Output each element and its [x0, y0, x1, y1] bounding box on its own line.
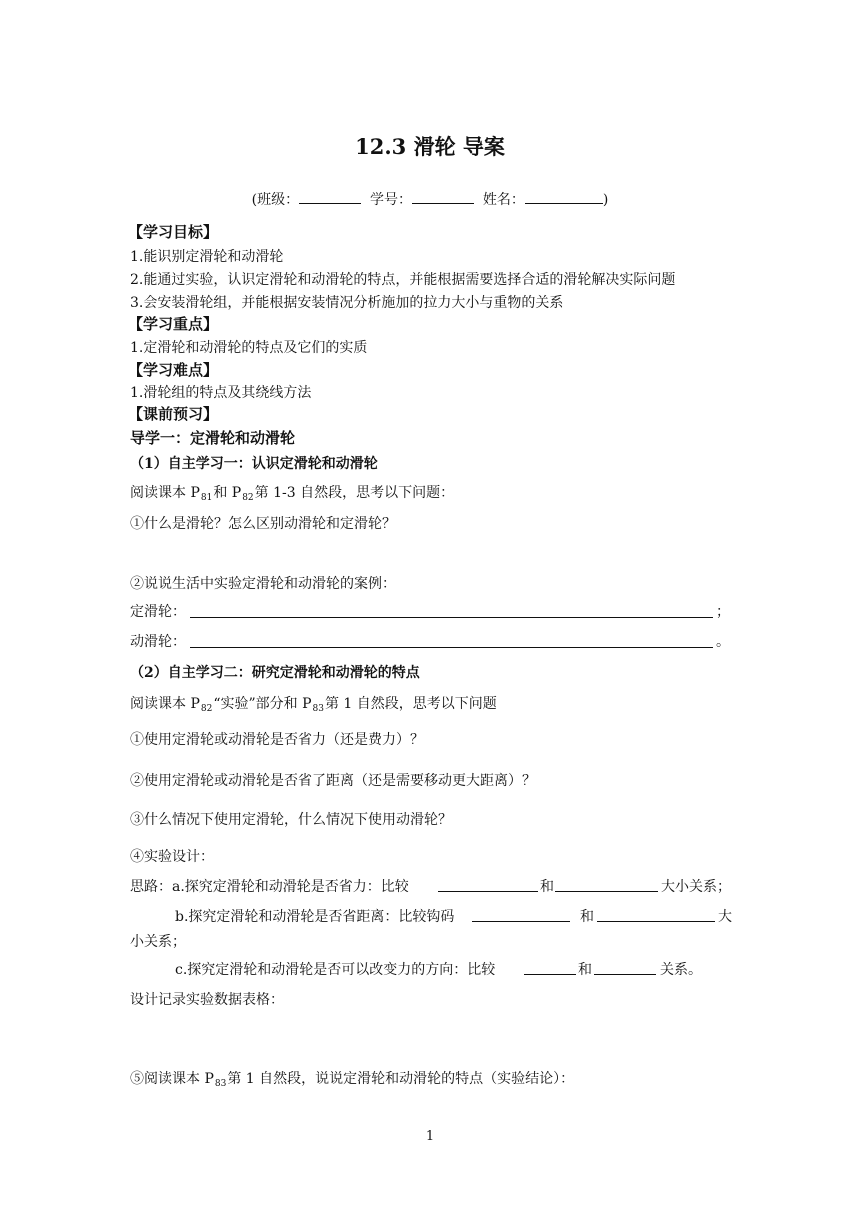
idea-b-end: 小关系； [130, 934, 186, 950]
info-open: (班级： [251, 192, 300, 208]
info-close: ) [602, 192, 609, 208]
fixed-pulley-label: 定滑轮： [130, 604, 186, 620]
fixed-pulley-answer-line[interactable] [190, 617, 713, 618]
difficulty-item: 1.滑轮组的特点及其绕线方法 [130, 385, 312, 401]
reading-text: 阅读课本 P [130, 696, 200, 712]
idea-c-blank-2[interactable] [594, 974, 656, 975]
question-4: ②使用定滑轮或动滑轮是否省了距离（还是需要移动更大距离）？ [130, 773, 536, 789]
idea-a-and: 和 [540, 879, 554, 895]
idea-a-blank-1[interactable] [438, 891, 538, 892]
reading-text: “实验”部分和 P [213, 696, 312, 712]
reading-text: 阅读课本 P [130, 485, 200, 501]
page-subscript: 81 [200, 493, 213, 503]
q7-text: 第 1 自然段，说说定滑轮和动滑轮的特点（实验结论）： [227, 1071, 575, 1087]
idea-b-blank-1[interactable] [472, 921, 570, 922]
preview-heading: 【课前预习】 [128, 405, 219, 423]
idea-a-text: 思路：a.探究定滑轮和动滑轮是否省力：比较 [130, 879, 409, 895]
page-subscript: 83 [312, 704, 324, 714]
idea-c-and: 和 [578, 962, 592, 978]
movable-pulley-label: 动滑轮： [130, 634, 186, 650]
difficulties-heading: 【学习难点】 [128, 361, 219, 379]
page-subscript: 82 [200, 704, 213, 714]
idea-b-big: 大 [718, 909, 732, 925]
reading-text: 第 1 自然段，思考以下问题 [324, 696, 497, 712]
idea-b-and: 和 [580, 909, 594, 925]
idea-c-text: c.探究定滑轮和动滑轮是否可以改变力的方向：比较 [175, 962, 496, 978]
objective-item: 1.能识别定滑轮和动滑轮 [130, 249, 284, 265]
reading-text: 和 P [213, 485, 242, 501]
student-no-blank[interactable] [412, 191, 474, 204]
page-subscript: 83 [214, 1079, 227, 1089]
question-3: ①使用定滑轮或动滑轮是否省力（还是费力）？ [130, 732, 424, 748]
student-info-line [0, 189, 860, 209]
question-6: ④实验设计： [130, 849, 214, 865]
self-study-1-heading: （1）自主学习一：认识定滑轮和动滑轮 [130, 456, 378, 472]
reading-instruction-1 [130, 482, 454, 503]
q7-text: ⑤阅读课本 P [130, 1071, 214, 1087]
idea-b-text: b.探究定滑轮和动滑轮是否省距离：比较钩码 [175, 909, 455, 925]
reading-text: 第 1-3 自然段，思考以下问题： [254, 485, 455, 501]
question-2: ②说说生活中实验定滑轮和动滑轮的案例： [130, 576, 396, 592]
class-blank[interactable] [299, 191, 361, 204]
movable-pulley-answer-line[interactable] [190, 647, 713, 648]
question-7 [130, 1068, 574, 1089]
name-blank[interactable] [525, 191, 603, 204]
student-no-label: 学号： [370, 192, 412, 208]
idea-c-blank-1[interactable] [524, 974, 576, 975]
fixed-pulley-end: ； [716, 604, 730, 620]
guide1-heading: 导学一：定滑轮和动滑轮 [130, 429, 296, 447]
idea-c-end: 关系。 [660, 962, 702, 978]
table-prompt: 设计记录实验数据表格： [130, 992, 284, 1008]
self-study-2-heading: （2）自主学习二：研究定滑轮和动滑轮的特点 [130, 665, 420, 681]
idea-a-blank-2[interactable] [555, 891, 658, 892]
idea-a-end: 大小关系； [661, 879, 731, 895]
movable-pulley-end: 。 [716, 634, 730, 650]
key-point-item: 1.定滑轮和动滑轮的特点及它们的实质 [130, 340, 368, 356]
reading-instruction-2 [130, 693, 497, 714]
question-5: ③什么情况下使用定滑轮，什么情况下使用动滑轮？ [130, 812, 452, 828]
key-points-heading: 【学习重点】 [128, 315, 219, 333]
idea-b-blank-2[interactable] [597, 921, 715, 922]
question-1: ①什么是滑轮？怎么区别动滑轮和定滑轮？ [130, 516, 396, 532]
objectives-heading: 【学习目标】 [128, 223, 219, 241]
page-title: 12.3 滑轮 导案 [355, 134, 505, 159]
objective-item: 3.会安装滑轮组，并能根据安装情况分析施加的拉力大小与重物的关系 [130, 295, 564, 311]
name-label: 姓名： [482, 192, 525, 208]
page-number: 1 [425, 1129, 435, 1144]
objective-item: 2.能通过实验，认识定滑轮和动滑轮的特点，并能根据需要选择合适的滑轮解决实际问题 [130, 272, 676, 288]
page-subscript: 82 [242, 493, 254, 503]
